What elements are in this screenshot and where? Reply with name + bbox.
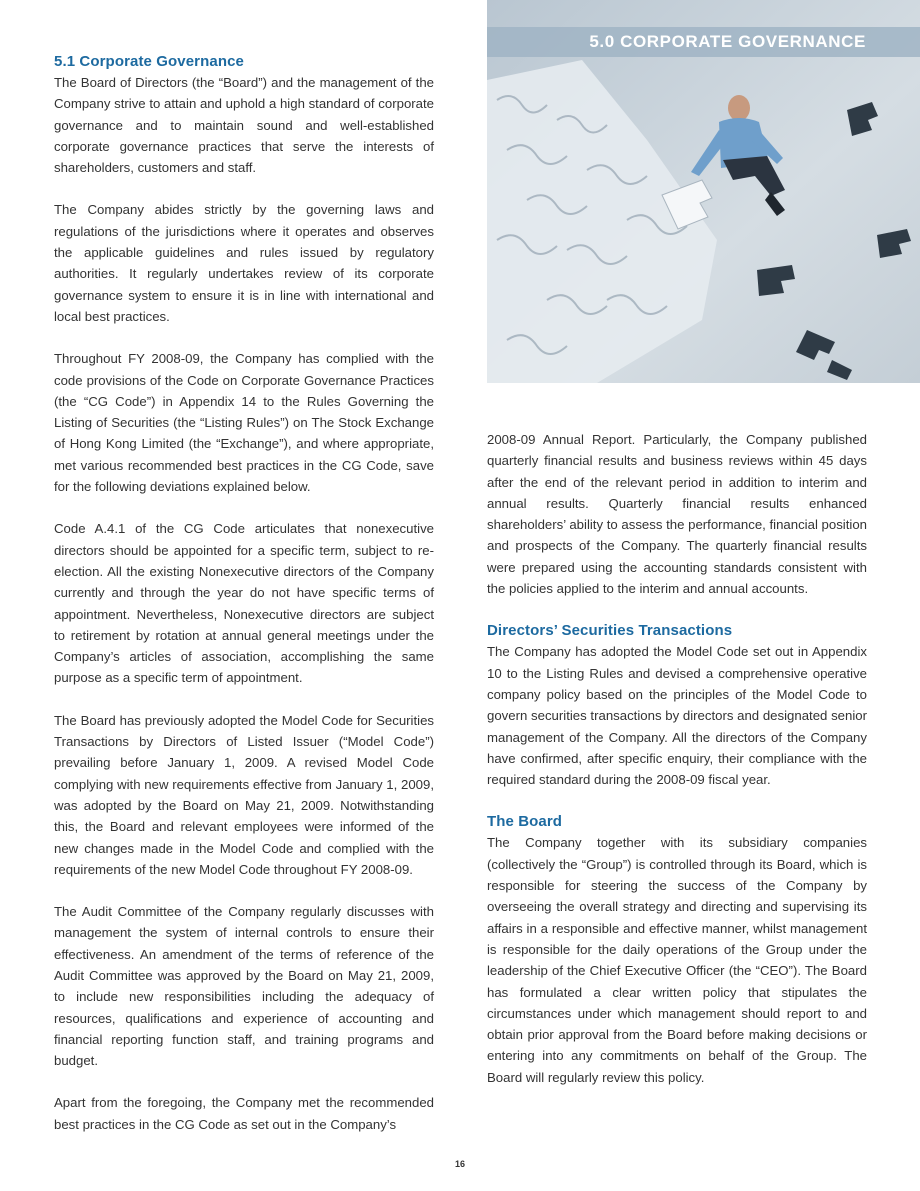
directors-securities-heading: Directors’ Securities Transactions (487, 622, 733, 640)
paragraph: 2008-09 Annual Report. Particularly, the Company published quarterly financial results and business reviews within 45 days after the end of the relevant period in addition to interim and annual results. Quarterly financial results enhanced shareholders’ ability to assess the performance, financial position and prospects of the Company. The quarterly financial results were prepared using the accounting standards consistent with the policies applied to the interim and annual accounts. (487, 432, 867, 597)
right-column (487, 429, 867, 1088)
the-board-heading: The Board (487, 813, 563, 831)
paragraph: The Company together with its subsidiary companies (collectively the “Group”) is controlled through its Board, which is responsible for steering the success of the Company by overseeing the overall strategy and directing and supervising its affairs in a responsible and effective manner, whilst management is responsible for the daily operations of the Group under the leadership of the Chief Executive Officer (the “CEO”). The Board has formulated a clear written policy that stipulates the circumstances under which management should report to and obtain prior approval from the Board before making decisions or entering into any commitments on behalf of the Group. The Board will regularly review this policy. (487, 835, 867, 1085)
paragraph: The Board has previously adopted the Model Code for Securities Transactions by Directors of Listed Issuer (“Model Code”) prevailing before January 1, 2009. A revised Model Code complying with new requirements effective from January 1, 2009, was adopted by the Board on May 21, 2009. Notwithstanding this, the Board and relevant employees were informed of the new changes made in the Model Code and complied with the requirements of the new Model Code throughout FY 2008-09. (54, 712, 434, 877)
page-number: 16 (454, 1159, 465, 1169)
paragraph: The Company abides strictly by the governing laws and regulations of the jurisdictions where it operates and observes the applicable guidelines and rules issued by regulatory authorities. It regularly undertakes review of its corporate governance system to ensure it is in line with international and local best practices. (54, 202, 434, 324)
left-column (54, 48, 434, 1135)
hero-image (487, 0, 920, 383)
section-title: 5.0 CORPORATE GOVERNANCE (487, 27, 920, 57)
puzzle-illustration (487, 0, 920, 383)
paragraph: Code A.4.1 of the CG Code articulates that nonexecutive directors should be appointed for a specific term, subject to re-election. All the existing Nonexecutive directors of the Company currently and through the year do not have specific terms of appointment. Nevertheless, Nonexecutive directors are subject to retirement by rotation at annual general meetings under the Company’s articles of association, accomplishing the same purpose as a specific term of appointment. (54, 521, 434, 686)
paragraph: The Company has adopted the Model Code set out in Appendix 10 to the Listing Rules and devised a comprehensive operative company policy based on the principles of the Model Code to govern securities transactions by directors and designated senior management of the Company. All the directors of the Company have confirmed, after specific enquiry, their compliance with the required standard during the 2008-09 fiscal year. (487, 644, 867, 788)
paragraph: The Audit Committee of the Company regularly discusses with management the system of internal controls to ensure their effectiveness. An amendment of the terms of reference of the Audit Committee was approved by the Board on May 21, 2009, to include new responsibilities including the adequacy of resources, qualifications and experience of accounting and financial reporting function staff, and training programs and budget. (54, 904, 434, 1069)
paragraph: The Board of Directors (the “Board”) and the management of the Company strive to attain and uphold a high standard of corporate governance and to maintain sound and well-established corporate governance practices that serve the interests of shareholders, customers and staff. (54, 75, 434, 176)
paragraph: Apart from the foregoing, the Company met the recommended best practices in the CG Code as set out in the Company’s (54, 1095, 434, 1132)
paragraph: Throughout FY 2008-09, the Company has complied with the code provisions of the Code on Corporate Governance Practices (the “CG Code”) in Appendix 14 to the Rules Governing the Listing of Securities (the “Listing Rules”) on The Stock Exchange of Hong Kong Limited (the “Exchange”), and where appropriate, met various recommended best practices in the CG Code, save for the following deviations explained below. (54, 351, 434, 495)
section-heading: 5.1 Corporate Governance (54, 53, 244, 70)
